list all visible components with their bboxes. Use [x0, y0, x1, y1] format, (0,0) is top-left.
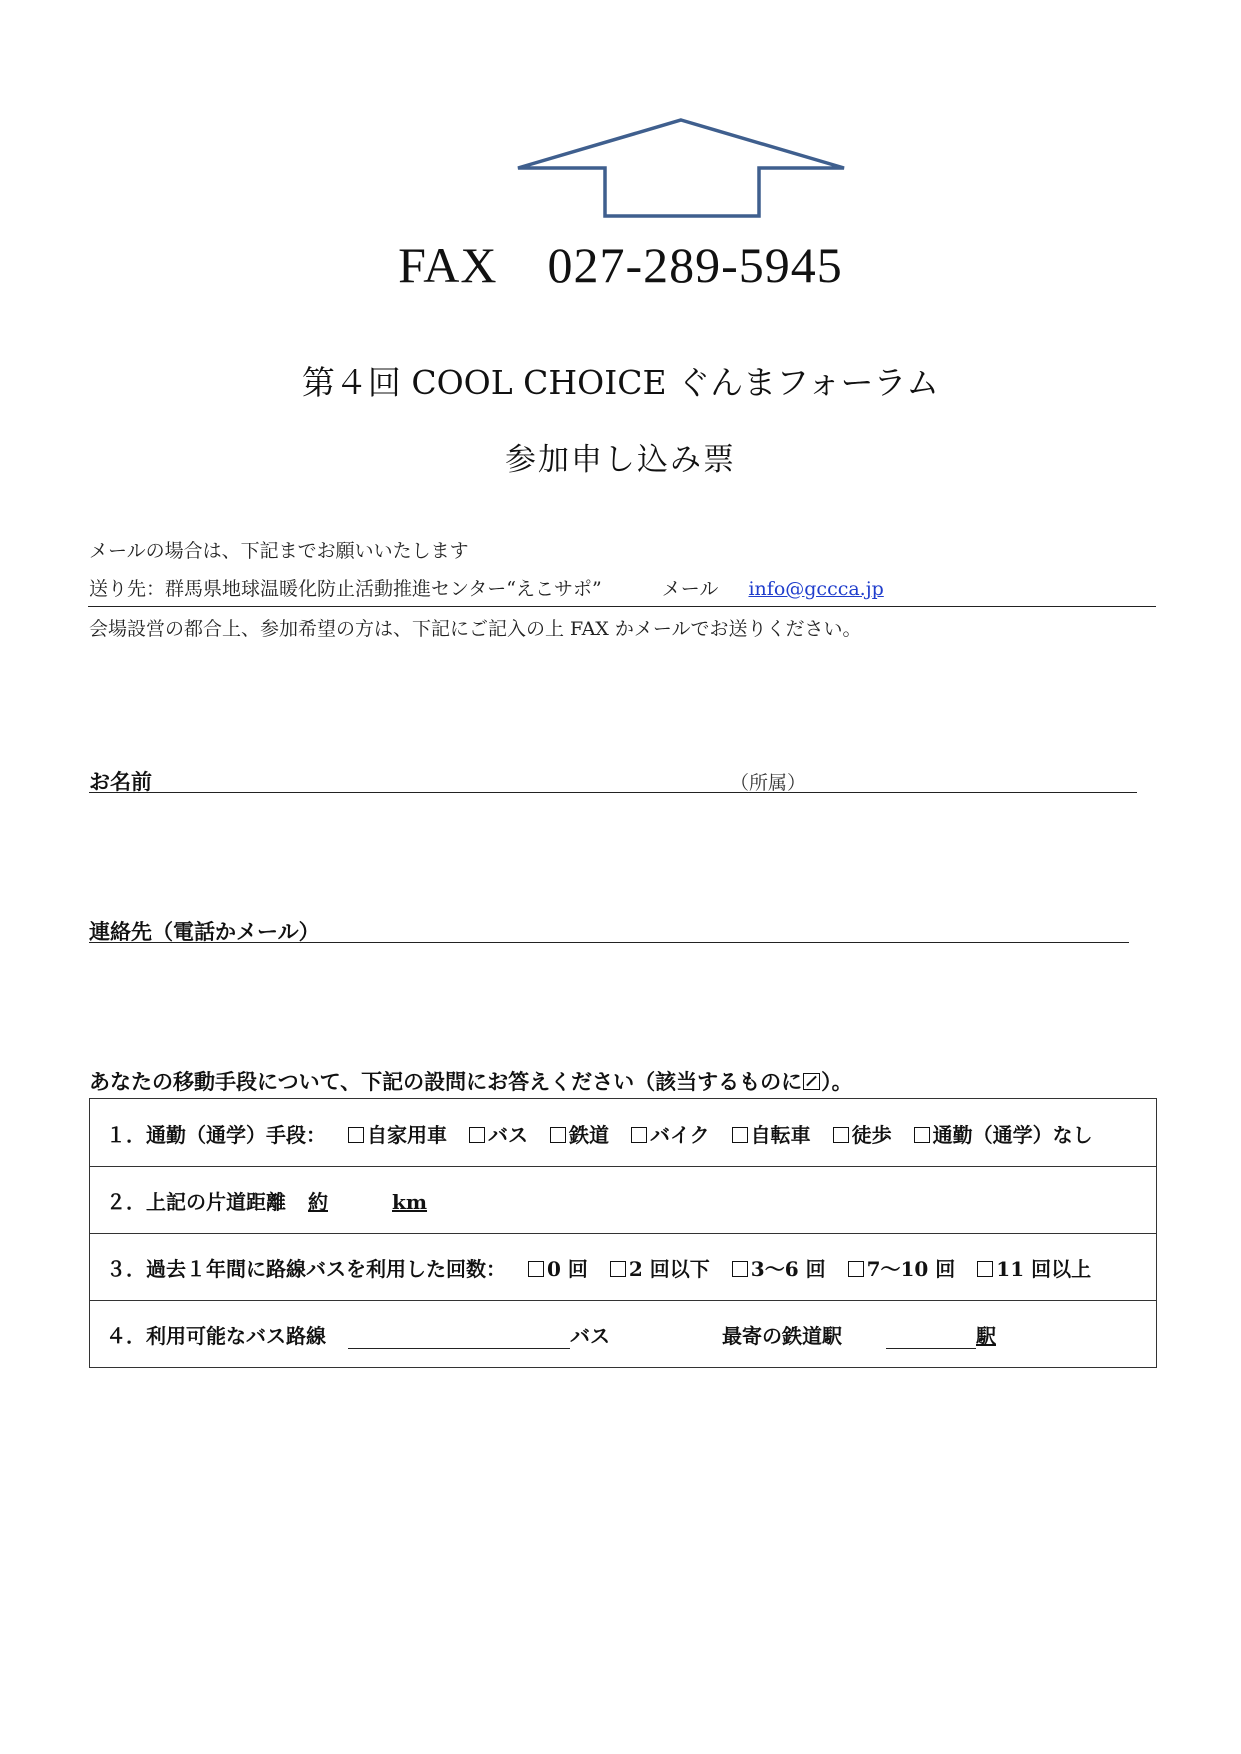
fax-label: FAX	[398, 237, 498, 293]
checkbox-icon[interactable]	[732, 1127, 748, 1143]
checkbox-icon[interactable]	[833, 1127, 849, 1143]
fax-number-line	[0, 236, 1241, 294]
checkbox-icon[interactable]	[348, 1127, 364, 1143]
q4-label: ４．利用可能なバス路線	[106, 1324, 326, 1348]
bus-route-field[interactable]	[348, 1328, 570, 1349]
station-field[interactable]	[886, 1328, 976, 1349]
station-label: 最寄の鉄道駅	[722, 1324, 842, 1348]
q1-option-walk[interactable]: 徒歩	[833, 1123, 892, 1147]
survey-row-q3	[90, 1233, 1156, 1301]
q1-option-rail[interactable]: 鉄道	[550, 1123, 609, 1147]
bus-suffix: バス	[570, 1324, 610, 1348]
station-suffix: 駅	[976, 1324, 996, 1348]
q1-option-bicycle[interactable]: 自転車	[732, 1123, 811, 1147]
q3-option-4[interactable]: 11 回以上	[977, 1257, 1091, 1281]
survey-row-q4	[90, 1300, 1156, 1367]
page-subtitle: 参加申し込み票	[505, 442, 736, 478]
up-arrow-icon	[512, 116, 850, 222]
checked-box-icon	[803, 1073, 820, 1090]
mail-address-link[interactable]: info@gccca.jp	[748, 578, 884, 600]
up-arrow-shape	[518, 120, 844, 216]
q3-option-0[interactable]: 0 回	[528, 1257, 588, 1281]
checkbox-icon[interactable]	[977, 1261, 993, 1277]
q1-option-none[interactable]: 通勤（通学）なし	[914, 1123, 1093, 1147]
checkbox-icon[interactable]	[610, 1261, 626, 1277]
contact-field-label: 連絡先（電話かメール）	[89, 919, 320, 944]
survey-intro-end: ）。	[821, 1069, 853, 1094]
checkbox-icon[interactable]	[550, 1127, 566, 1143]
name-field-label: お名前	[89, 769, 152, 794]
survey-row-q2	[90, 1166, 1156, 1234]
mail-intro-note: メールの場合は、下記までお願いいたします	[89, 540, 469, 562]
checkbox-icon[interactable]	[528, 1261, 544, 1277]
checkbox-icon[interactable]	[469, 1127, 485, 1143]
q2-distance-field[interactable]: 約 km	[308, 1190, 428, 1214]
q1-label: １．通勤（通学）手段：	[106, 1123, 326, 1147]
q3-option-2[interactable]: 3～6 回	[732, 1257, 826, 1281]
affiliation-label: （所属）	[730, 772, 807, 794]
recipient-text: 送り先：群馬県地球温暖化防止活動推進センター“えこサポ”	[89, 578, 602, 600]
q1-option-car[interactable]: 自家用車	[348, 1123, 447, 1147]
checkbox-icon[interactable]	[914, 1127, 930, 1143]
checkbox-icon[interactable]	[631, 1127, 647, 1143]
fax-number: 027-289-5945	[547, 237, 843, 293]
survey-intro	[89, 1066, 853, 1096]
survey-intro-text: あなたの移動手段について、下記の設問にお答えください（該当するものに	[89, 1069, 803, 1094]
q3-label: ３．過去１年間に路線バスを利用した回数：	[106, 1257, 506, 1281]
survey-row-q1	[90, 1099, 1156, 1167]
q2-label: ２．上記の片道距離	[106, 1190, 286, 1214]
checkbox-icon[interactable]	[732, 1261, 748, 1277]
name-input-line[interactable]	[89, 792, 1137, 793]
q1-option-motorbike[interactable]: バイク	[631, 1123, 710, 1147]
q3-option-3[interactable]: 7～10 回	[848, 1257, 956, 1281]
q3-option-1[interactable]: 2 回以下	[610, 1257, 710, 1281]
recipient-note	[89, 574, 884, 601]
contact-input-line[interactable]	[89, 942, 1129, 943]
instruction-note: 会場設営の都合上、参加希望の方は、下記にご記入の上 FAX かメールでお送りください。	[89, 618, 862, 640]
page-title: 第４回 COOL CHOICE ぐんまフォーラム	[301, 363, 940, 402]
checkbox-icon[interactable]	[848, 1261, 864, 1277]
divider	[88, 606, 1156, 607]
mail-label: メール	[661, 578, 719, 600]
q1-option-bus[interactable]: バス	[469, 1123, 528, 1147]
survey-table	[89, 1098, 1157, 1368]
